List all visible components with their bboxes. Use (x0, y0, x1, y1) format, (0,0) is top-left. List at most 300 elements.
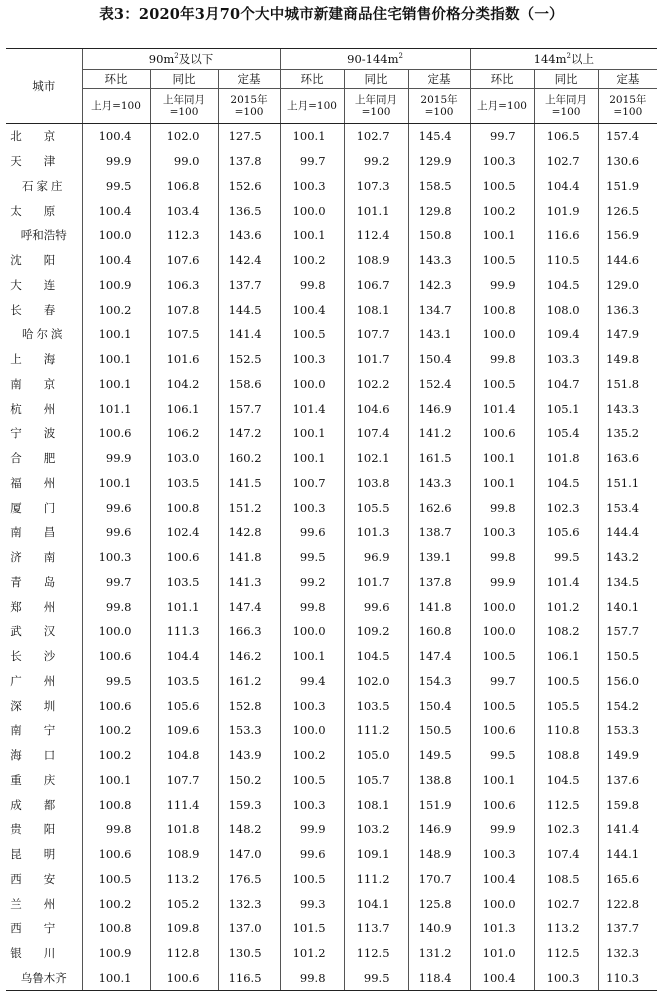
value-cell: 99.5 (534, 545, 598, 570)
value-cell: 108.2 (534, 619, 598, 644)
value-cell: 149.5 (408, 743, 470, 768)
city-cell: 南宁 (10, 723, 78, 738)
value-cell: 157.7 (218, 396, 280, 421)
table-row (6, 149, 657, 174)
city-cell: 北京 (10, 129, 78, 144)
city-header: 城市 (6, 49, 82, 124)
value-cell: 138.8 (408, 768, 470, 793)
value-cell: 146.9 (408, 396, 470, 421)
value-cell: 105.2 (150, 891, 218, 916)
value-cell: 137.6 (598, 768, 657, 793)
value-cell: 144.6 (598, 248, 657, 273)
value-cell: 110.5 (534, 248, 598, 273)
value-cell: 100.5 (280, 867, 344, 892)
table-row (6, 520, 657, 545)
value-cell: 152.8 (218, 693, 280, 718)
value-cell: 105.0 (344, 743, 408, 768)
value-cell: 101.5 (280, 916, 344, 941)
table-row (6, 545, 657, 570)
table-row (6, 495, 657, 520)
value-cell: 100.0 (470, 619, 534, 644)
value-cell: 100.8 (82, 792, 150, 817)
value-cell: 101.6 (150, 347, 218, 372)
value-cell: 107.7 (344, 322, 408, 347)
value-cell: 100.8 (82, 916, 150, 941)
value-cell: 101.1 (344, 198, 408, 223)
value-cell: 111.2 (344, 718, 408, 743)
table-row (6, 916, 657, 941)
value-cell: 100.0 (470, 891, 534, 916)
base-header-2-0: 上月=100 (470, 89, 534, 124)
value-cell: 102.2 (344, 372, 408, 397)
value-cell: 100.6 (470, 421, 534, 446)
city-cell: 武汉 (10, 624, 78, 639)
value-cell: 152.4 (408, 372, 470, 397)
value-cell: 100.3 (280, 347, 344, 372)
value-cell: 151.2 (218, 495, 280, 520)
value-cell: 101.8 (150, 817, 218, 842)
value-cell: 154.3 (408, 669, 470, 694)
value-cell: 102.7 (534, 891, 598, 916)
value-cell: 101.4 (280, 396, 344, 421)
city-cell: 海口 (10, 748, 78, 763)
value-cell: 100.1 (280, 421, 344, 446)
value-cell: 102.4 (150, 520, 218, 545)
value-cell: 110.8 (534, 718, 598, 743)
value-cell: 99.8 (82, 817, 150, 842)
table-row (6, 817, 657, 842)
value-cell: 143.1 (408, 322, 470, 347)
value-cell: 109.8 (150, 916, 218, 941)
value-cell: 176.5 (218, 867, 280, 892)
table-row (6, 718, 657, 743)
value-cell: 100.8 (150, 495, 218, 520)
value-cell: 100.3 (470, 149, 534, 174)
value-cell: 129.9 (408, 149, 470, 174)
value-cell: 142.3 (408, 273, 470, 298)
value-cell: 100.6 (82, 693, 150, 718)
value-cell: 100.5 (470, 174, 534, 199)
value-cell: 143.3 (408, 248, 470, 273)
value-cell: 99.8 (470, 545, 534, 570)
value-cell: 105.4 (534, 421, 598, 446)
base-header-1-2: 2015年=100 (408, 89, 470, 124)
value-cell: 103.8 (344, 471, 408, 496)
value-cell: 111.4 (150, 792, 218, 817)
value-cell: 165.6 (598, 867, 657, 892)
city-cell: 成都 (10, 797, 78, 812)
value-cell: 100.8 (470, 297, 534, 322)
value-cell: 99.7 (470, 124, 534, 149)
city-cell: 杭州 (10, 401, 78, 416)
value-cell: 143.3 (408, 471, 470, 496)
value-cell: 100.1 (82, 322, 150, 347)
city-cell: 宁波 (10, 426, 78, 441)
value-cell: 136.5 (218, 198, 280, 223)
value-cell: 105.6 (150, 693, 218, 718)
value-cell: 109.1 (344, 842, 408, 867)
city-cell: 兰州 (10, 896, 78, 911)
value-cell: 99.6 (280, 520, 344, 545)
value-cell: 102.7 (534, 149, 598, 174)
value-cell: 104.2 (150, 372, 218, 397)
value-cell: 99.5 (470, 743, 534, 768)
city-cell: 哈尔滨 (22, 327, 66, 342)
value-cell: 112.4 (344, 223, 408, 248)
value-cell: 100.5 (470, 372, 534, 397)
value-cell: 100.3 (534, 966, 598, 991)
value-cell: 100.4 (470, 966, 534, 991)
city-cell: 大连 (10, 277, 78, 292)
value-cell: 100.1 (82, 471, 150, 496)
value-cell: 132.3 (218, 891, 280, 916)
value-cell: 105.7 (344, 768, 408, 793)
value-cell: 100.2 (82, 891, 150, 916)
value-cell: 140.1 (598, 594, 657, 619)
table-row (6, 322, 657, 347)
base-header-0-0: 上月=100 (82, 89, 150, 124)
table-row (6, 273, 657, 298)
value-cell: 100.9 (82, 273, 150, 298)
value-cell: 112.3 (150, 223, 218, 248)
value-cell: 153.3 (598, 718, 657, 743)
value-cell: 108.1 (344, 792, 408, 817)
city-cell: 广州 (10, 673, 78, 688)
table-row (6, 446, 657, 471)
table-row (6, 372, 657, 397)
value-cell: 158.5 (408, 174, 470, 199)
city-cell: 石家庄 (22, 178, 66, 193)
value-cell: 96.9 (344, 545, 408, 570)
value-cell: 100.4 (280, 297, 344, 322)
value-cell: 99.8 (280, 273, 344, 298)
value-cell: 141.3 (218, 570, 280, 595)
value-cell: 99.6 (344, 594, 408, 619)
value-cell: 100.7 (280, 471, 344, 496)
value-cell: 127.5 (218, 124, 280, 149)
value-cell: 101.4 (534, 570, 598, 595)
value-cell: 107.6 (150, 248, 218, 273)
table-row (6, 421, 657, 446)
value-cell: 100.5 (280, 768, 344, 793)
city-cell: 南昌 (10, 525, 78, 540)
value-cell: 100.0 (280, 619, 344, 644)
value-cell: 156.0 (598, 669, 657, 694)
city-cell: 南京 (10, 376, 78, 391)
value-cell: 99.7 (82, 570, 150, 595)
value-cell: 108.8 (534, 743, 598, 768)
value-cell: 100.1 (82, 347, 150, 372)
value-cell: 108.9 (344, 248, 408, 273)
value-cell: 142.8 (218, 520, 280, 545)
value-cell: 129.8 (408, 198, 470, 223)
value-cell: 137.0 (218, 916, 280, 941)
value-cell: 139.1 (408, 545, 470, 570)
value-cell: 116.6 (534, 223, 598, 248)
value-cell: 150.2 (218, 768, 280, 793)
value-cell: 100.1 (470, 446, 534, 471)
table-row (6, 644, 657, 669)
city-cell: 厦门 (10, 500, 78, 515)
value-cell: 100.1 (82, 372, 150, 397)
value-cell: 100.1 (280, 644, 344, 669)
value-cell: 149.9 (598, 743, 657, 768)
value-cell: 108.9 (150, 842, 218, 867)
city-cell: 乌鲁木齐 (6, 966, 82, 991)
value-cell: 100.3 (82, 545, 150, 570)
value-cell: 162.6 (408, 495, 470, 520)
value-cell: 166.3 (218, 619, 280, 644)
value-cell: 100.9 (82, 941, 150, 966)
value-cell: 104.5 (534, 471, 598, 496)
value-cell: 126.5 (598, 198, 657, 223)
city-cell: 太原 (10, 203, 78, 218)
value-cell: 100.3 (280, 495, 344, 520)
value-cell: 100.1 (280, 446, 344, 471)
table-row (6, 941, 657, 966)
value-cell: 104.5 (344, 644, 408, 669)
value-cell: 100.6 (150, 966, 218, 991)
value-cell: 137.8 (218, 149, 280, 174)
table-row (6, 891, 657, 916)
value-cell: 160.8 (408, 619, 470, 644)
value-cell: 99.6 (82, 520, 150, 545)
city-cell: 天津 (10, 154, 78, 169)
value-cell: 146.2 (218, 644, 280, 669)
value-cell: 170.7 (408, 867, 470, 892)
base-header-1-1: 上年同月=100 (344, 89, 408, 124)
value-cell: 100.1 (82, 966, 150, 991)
value-cell: 143.3 (598, 396, 657, 421)
subheader-0-1: 同比 (150, 70, 218, 89)
value-cell: 101.4 (470, 396, 534, 421)
value-cell: 100.3 (280, 174, 344, 199)
value-cell: 105.5 (534, 693, 598, 718)
value-cell: 101.2 (534, 594, 598, 619)
value-cell: 101.1 (82, 396, 150, 421)
value-cell: 143.2 (598, 545, 657, 570)
value-cell: 150.4 (408, 347, 470, 372)
value-cell: 137.8 (408, 570, 470, 595)
value-cell: 100.6 (470, 718, 534, 743)
table-row (6, 248, 657, 273)
value-cell: 99.5 (344, 966, 408, 991)
value-cell: 158.6 (218, 372, 280, 397)
value-cell: 113.2 (534, 916, 598, 941)
value-cell: 99.6 (280, 842, 344, 867)
value-cell: 100.6 (82, 644, 150, 669)
value-cell: 141.8 (218, 545, 280, 570)
table-row (6, 174, 657, 199)
value-cell: 99.8 (470, 495, 534, 520)
value-cell: 100.2 (82, 743, 150, 768)
value-cell: 103.5 (150, 471, 218, 496)
page-title: 表3：2020年3月70个大中城市新建商品住宅销售价格分类指数（一） (99, 6, 564, 23)
value-cell: 102.1 (344, 446, 408, 471)
value-cell: 130.6 (598, 149, 657, 174)
value-cell: 104.7 (534, 372, 598, 397)
city-cell: 西安 (10, 871, 78, 886)
base-header-1-0: 上月=100 (280, 89, 344, 124)
value-cell: 100.6 (470, 792, 534, 817)
value-cell: 99.3 (280, 891, 344, 916)
value-cell: 109.4 (534, 322, 598, 347)
value-cell: 99.9 (82, 446, 150, 471)
value-cell: 159.8 (598, 792, 657, 817)
city-cell: 福州 (10, 475, 78, 490)
value-cell: 100.3 (470, 520, 534, 545)
value-cell: 101.7 (344, 570, 408, 595)
subheader-0-2: 定基 (218, 70, 280, 89)
value-cell: 134.7 (408, 297, 470, 322)
value-cell: 147.0 (218, 842, 280, 867)
value-cell: 101.9 (534, 198, 598, 223)
value-cell: 100.3 (280, 693, 344, 718)
value-cell: 153.3 (218, 718, 280, 743)
value-cell: 99.9 (470, 273, 534, 298)
city-cell: 长沙 (10, 649, 78, 664)
value-cell: 104.6 (344, 396, 408, 421)
group-header-medium: $90-144m^2$ (280, 49, 470, 70)
value-cell: 112.5 (534, 792, 598, 817)
value-cell: 105.6 (534, 520, 598, 545)
value-cell: 149.8 (598, 347, 657, 372)
value-cell: 141.2 (408, 421, 470, 446)
value-cell: 144.5 (218, 297, 280, 322)
value-cell: 151.9 (598, 174, 657, 199)
value-cell: 152.6 (218, 174, 280, 199)
value-cell: 99.9 (82, 149, 150, 174)
value-cell: 101.3 (470, 916, 534, 941)
value-cell: 100.1 (470, 768, 534, 793)
value-cell: 100.3 (280, 792, 344, 817)
value-cell: 100.6 (82, 842, 150, 867)
city-cell: 重庆 (10, 772, 78, 787)
value-cell: 99.6 (82, 495, 150, 520)
value-cell: 137.7 (598, 916, 657, 941)
value-cell: 101.7 (344, 347, 408, 372)
value-cell: 143.9 (218, 743, 280, 768)
value-cell: 100.3 (470, 842, 534, 867)
value-cell: 99.4 (280, 669, 344, 694)
value-cell: 118.4 (408, 966, 470, 991)
value-cell: 113.7 (344, 916, 408, 941)
subheader-2-2: 定基 (598, 70, 657, 89)
value-cell: 147.4 (218, 594, 280, 619)
value-cell: 141.5 (218, 471, 280, 496)
value-cell: 100.0 (82, 223, 150, 248)
city-cell: 沈阳 (10, 253, 78, 268)
value-cell: 106.8 (150, 174, 218, 199)
value-cell: 101.2 (280, 941, 344, 966)
city-cell: 深圳 (10, 698, 78, 713)
city-cell: 贵阳 (10, 822, 78, 837)
value-cell: 100.5 (470, 248, 534, 273)
value-cell: 134.5 (598, 570, 657, 595)
table-row (6, 223, 657, 248)
value-cell: 100.0 (470, 322, 534, 347)
value-cell: 103.5 (150, 669, 218, 694)
value-cell: 161.5 (408, 446, 470, 471)
table-row (6, 347, 657, 372)
value-cell: 100.1 (280, 124, 344, 149)
table-row (6, 471, 657, 496)
table-row (6, 594, 657, 619)
value-cell: 150.4 (408, 693, 470, 718)
subheader-2-0: 环比 (470, 70, 534, 89)
value-cell: 102.0 (150, 124, 218, 149)
value-cell: 99.2 (344, 149, 408, 174)
table-row (6, 966, 657, 991)
table-row (6, 792, 657, 817)
subheader-1-1: 同比 (344, 70, 408, 89)
table-row (6, 396, 657, 421)
city-cell: 昆明 (10, 847, 78, 862)
value-cell: 132.3 (598, 941, 657, 966)
value-cell: 150.5 (598, 644, 657, 669)
value-cell: 131.2 (408, 941, 470, 966)
city-cell: 长春 (10, 302, 78, 317)
value-cell: 153.4 (598, 495, 657, 520)
value-cell: 100.0 (470, 594, 534, 619)
value-cell: 99.7 (470, 669, 534, 694)
value-cell: 141.4 (218, 322, 280, 347)
value-cell: 148.2 (218, 817, 280, 842)
value-cell: 156.9 (598, 223, 657, 248)
value-cell: 138.7 (408, 520, 470, 545)
value-cell: 100.6 (82, 421, 150, 446)
value-cell: 99.5 (280, 545, 344, 570)
table-row (6, 570, 657, 595)
value-cell: 99.8 (280, 594, 344, 619)
value-cell: 99.0 (150, 149, 218, 174)
value-cell: 163.6 (598, 446, 657, 471)
subheader-0-0: 环比 (82, 70, 150, 89)
value-cell: 100.2 (82, 718, 150, 743)
value-cell: 100.2 (82, 297, 150, 322)
value-cell: 100.0 (280, 198, 344, 223)
value-cell: 101.0 (470, 941, 534, 966)
value-cell: 108.5 (534, 867, 598, 892)
value-cell: 102.3 (534, 495, 598, 520)
value-cell: 154.2 (598, 693, 657, 718)
value-cell: 157.4 (598, 124, 657, 149)
value-cell: 129.0 (598, 273, 657, 298)
value-cell: 100.1 (280, 223, 344, 248)
value-cell: 147.9 (598, 322, 657, 347)
value-cell: 103.5 (344, 693, 408, 718)
value-cell: 105.5 (344, 495, 408, 520)
value-cell: 159.3 (218, 792, 280, 817)
base-header-2-2: 2015年=100 (598, 89, 657, 124)
value-cell: 112.5 (534, 941, 598, 966)
value-cell: 140.9 (408, 916, 470, 941)
value-cell: 108.1 (344, 297, 408, 322)
value-cell: 99.8 (82, 594, 150, 619)
value-cell: 106.7 (344, 273, 408, 298)
value-cell: 147.2 (218, 421, 280, 446)
subheader-1-0: 环比 (280, 70, 344, 89)
value-cell: 99.5 (82, 174, 150, 199)
table-row (6, 297, 657, 322)
subheader-2-1: 同比 (534, 70, 598, 89)
value-cell: 101.8 (534, 446, 598, 471)
table-row (6, 842, 657, 867)
value-cell: 109.6 (150, 718, 218, 743)
value-cell: 135.2 (598, 421, 657, 446)
value-cell: 110.3 (598, 966, 657, 991)
value-cell: 100.1 (470, 471, 534, 496)
